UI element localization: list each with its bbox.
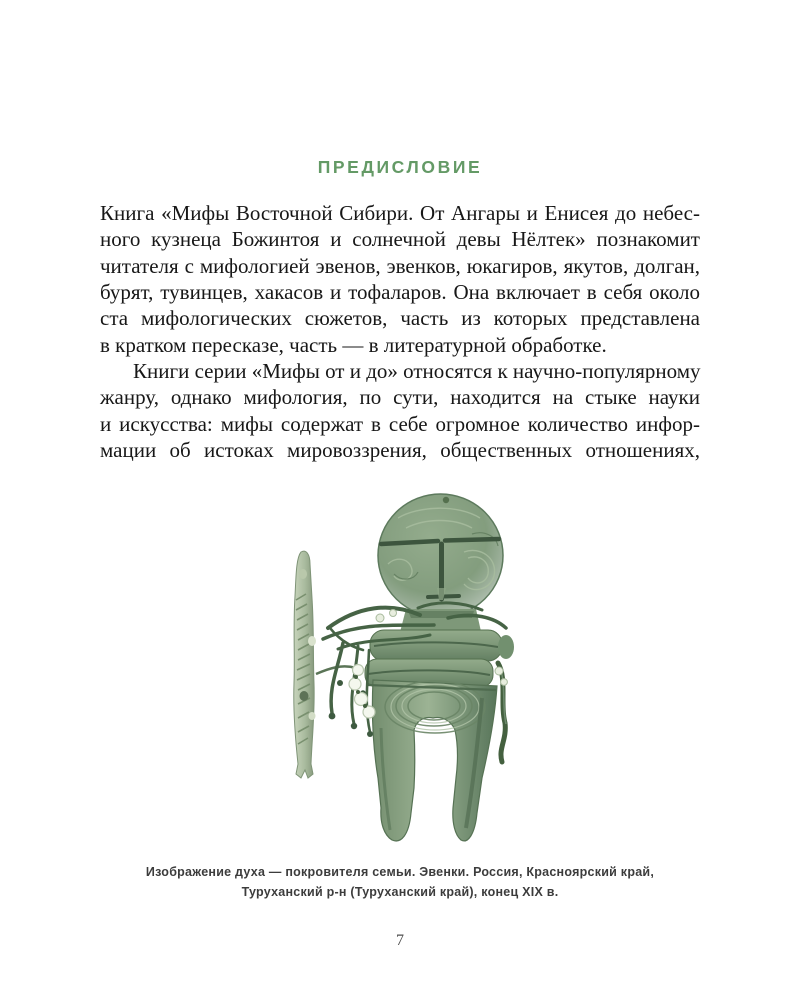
body-line: Книги серии «Мифы от и до» относятся к научно-популярному [133, 359, 701, 384]
spirit-figure-image [268, 478, 532, 858]
caption-line: Изображение духа — покровителя семьи. Эвенки. Россия, Красноярский край, [145, 865, 655, 879]
body-line: читателя с мифологией эвенов, эвенков, юкагиров, якутов, долган, [100, 253, 700, 278]
body-line: ного кузнеца Божинтоя и солнечной девы Нёлтек» познакомит [100, 227, 700, 252]
body-line: и искусства: мифы содержат в себе огромное количество инфор- [100, 411, 700, 436]
figure-head [378, 494, 503, 617]
collar-beads [376, 610, 397, 623]
body-line: бурят, тувинцев, хакасов и тофаларов. Она включает в себя около [100, 280, 700, 305]
head-knot [443, 497, 449, 503]
figure-caption [60, 862, 740, 902]
chapter-heading: ПРЕДИСЛОВИЕ [317, 157, 483, 177]
page-number: 7 [396, 932, 404, 949]
body-line: в кратком пересказе, часть — в литературной обработке. [100, 332, 607, 357]
body-line: мации об истоках мировоззрения, общественных отношениях, [100, 438, 700, 463]
body-text [100, 200, 700, 463]
carved-stick [294, 551, 316, 778]
spirit-figure-illustration [268, 478, 532, 858]
right-tassel [495, 663, 507, 762]
figure-legs [368, 680, 497, 841]
body-line: Книга «Мифы Восточной Сибири. От Ангары и Енисея до небес- [100, 201, 700, 225]
body-line: ста мифологических сюжетов, часть из которых представлена [100, 306, 700, 331]
body-line: жанру, однако мифология, по сути, находится на стыке науки [100, 385, 700, 410]
caption-line: Туруханский р-н (Туруханский край), конец XIX в. [241, 885, 559, 899]
